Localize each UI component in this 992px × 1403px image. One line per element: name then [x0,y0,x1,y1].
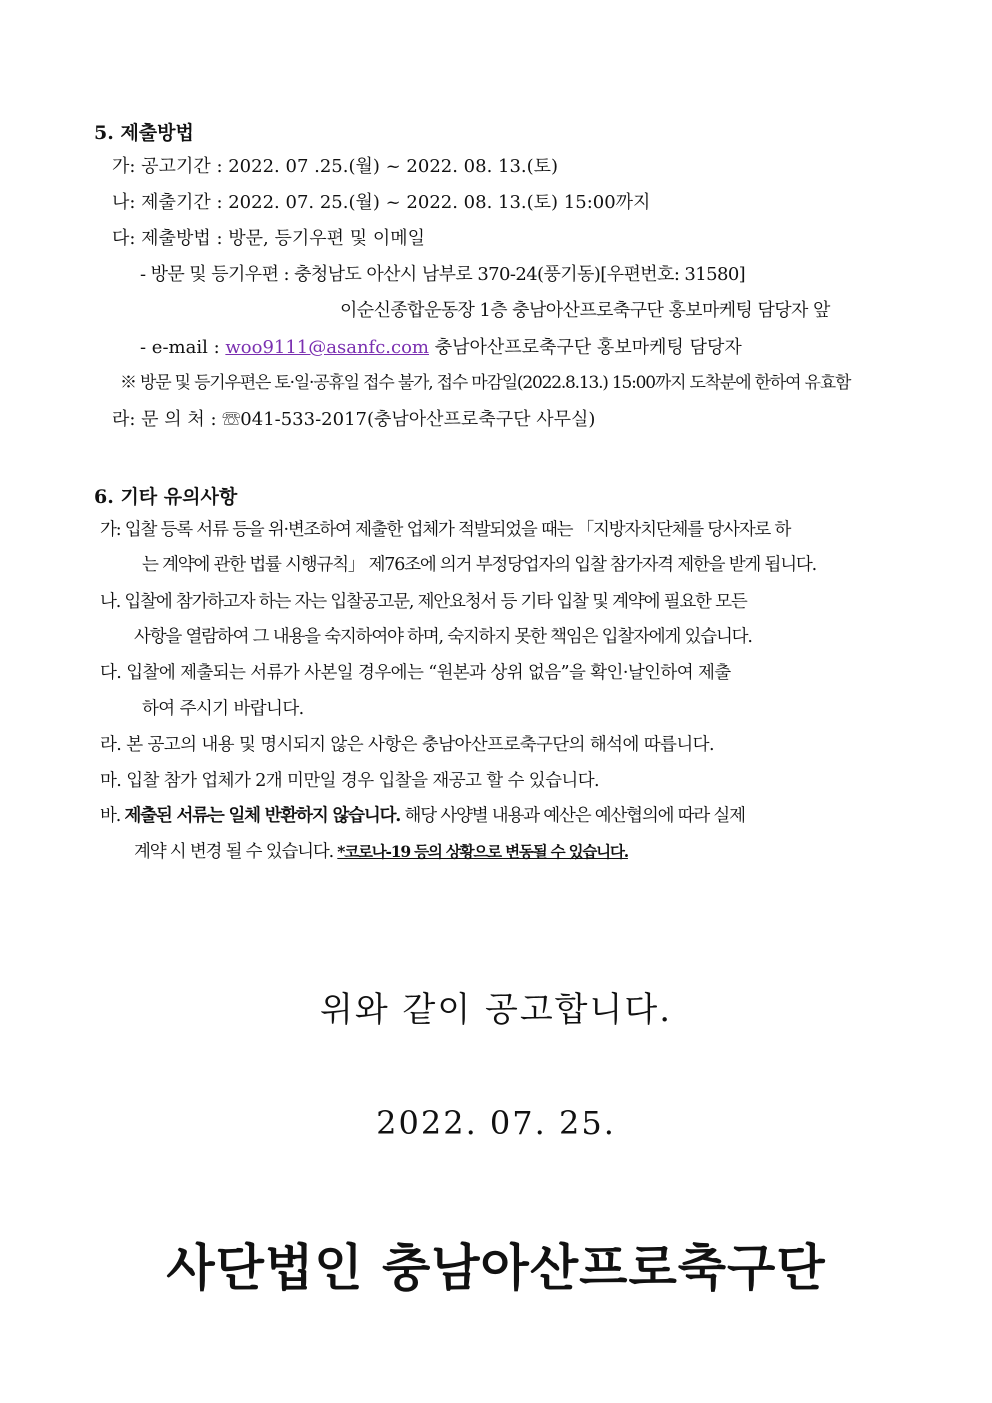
notice-ga-line1: 가: 입찰 등록 서류 등을 위·변조하여 제출한 업체가 적발되었을 때는 「지방자치단체를 당사자로 하 [100,520,791,540]
notice-ra: 라. 본 공고의 내용 및 명시되지 않은 사항은 충남아산프로축구단의 해석에 따릅니다. [100,735,714,755]
notice-da-line2: 하여 주시기 바랍니다. [142,699,304,719]
email-suffix: 충남아산프로축구단 홍보마케팅 담당자 [429,337,742,358]
notice-na-line1: 나. 입찰에 참가하고자 하는 자는 입찰공고문, 제안요청서 등 기타 입찰 및 계약에 필요한 모든 [100,592,747,612]
notice-ga-line2: 는 계약에 관한 법률 시행규칙」 제76조에 의거 부정당업자의 입찰 참가자격 제한을 받게 됩니다. [142,555,816,575]
notice-ba-line1 [100,806,745,827]
section-5-heading: 5. 제출방법 [94,122,194,144]
submission-note: ※ 방문 및 등기우편은 토·일·공휴일 접수 불가, 접수 마감일(2022.8.13.) 15:00까지 도착분에 한하여 유효함 [120,373,851,393]
announcement-date: 2022. 07. 25. [376,1104,616,1142]
email-prefix: - e-mail : [140,337,226,358]
visit-address-line1: - 방문 및 등기우편 : 충청남도 아산시 남부로 370-24(풍기동)[우편번호: 31580] [140,264,746,285]
organization-name: 사단법인 충남아산프로축구단 [166,1239,826,1297]
notice-covid-note: *코로나-19 등의 상황으로 변동될 수 있습니다. [337,842,628,861]
notice-ma: 마. 입찰 참가 업체가 2개 미만일 경우 입찰을 재공고 할 수 있습니다. [100,771,599,791]
notice-ba-bold: 제출된 서류는 일체 반환하지 않습니다. [124,806,401,826]
notice-na-line2: 사항을 열람하여 그 내용을 숙지하여야 하며, 숙지하지 못한 책임은 입찰자에게 있습니다. [134,627,752,647]
inquiry-contact: 라: 문 의 처 : ☏041-533-2017(충남아산프로축구단 사무실) [112,409,596,430]
visit-address-line2: 이순신종합운동장 1층 충남아산프로축구단 홍보마케팅 담당자 앞 [340,300,830,321]
email-line [140,337,742,359]
submission-period: 나: 제출기간 : 2022. 07. 25.(월) ~ 2022. 08. 13.(토) 15:00까지 [112,192,651,213]
notice-da-line1: 다. 입찰에 제출되는 서류가 사본일 경우에는 “원본과 상위 없음”을 확인·날인하여 제출 [100,663,731,683]
submission-period-notice: 가: 공고기간 : 2022. 07 .25.(월) ~ 2022. 08. 13.(토) [112,156,559,177]
announcement-statement: 위와 같이 공고합니다. [319,990,673,1030]
notice-ba-line2 [134,842,628,863]
submission-method: 다: 제출방법 : 방문, 등기우편 및 이메일 [112,228,425,249]
email-link[interactable]: woo9111@asanfc.com [225,337,429,358]
notice-ba-rest: 해당 사양별 내용과 예산은 예산협의에 따라 실제 [400,806,745,826]
section-6-heading: 6. 기타 유의사항 [94,486,238,508]
notice-ba-prefix: 바. [100,806,125,826]
notice-ba-line2-text: 계약 시 변경 될 수 있습니다. [134,842,338,862]
